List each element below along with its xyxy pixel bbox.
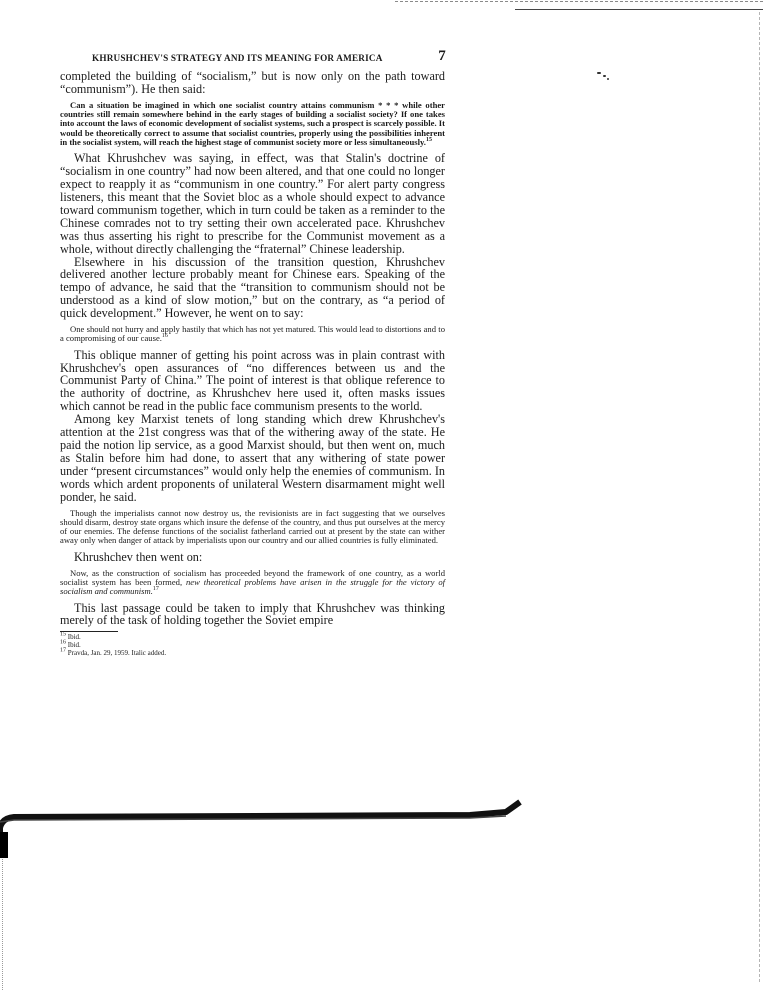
italic-emphasis: new theoretical problems have arisen in the struggle for the victory of socialism and communism. [60,576,445,597]
book-page [60,49,445,657]
footnote-ref: 16 [161,333,168,340]
page-number: 7 [438,48,446,64]
paragraph: This oblique manner of getting his point across was in plain contrast with Khrushchev's open assurances of “no differences between us and the Communist Party of China.” The point of interest is that oblique reference to the authority of doctrine, as Khrushchev here used it, often masks issues which cannot be read in the public face communism presents to the world. [60,347,445,414]
paragraph: Elsewhere in his discussion of the transition question, Khrushchev delivered another lecture probably meant for Chinese ears. Speaking of the tempo of advance, he said that the “transition to communism should not be understood as a kind of slow motion,” but on the contrary, as “a period of quick development.” However, he went on to say: [60,254,445,321]
footnote: $^{16}$ Ibid. [60,639,81,649]
running-head-title: KHRUSHCHEV'S STRATEGY AND ITS MEANING FOR AMERICA [92,53,383,63]
block-quote: One should not hurry and apply hastily that which has not yet matured. This would lead to distortions and to a compromising of our cause.$^{16}$ [60,324,445,344]
block-quote: Can a situation be imagined in which one socialist country attains communism * * * while other countries still remain somewhere behind in the early stages of building a socialist society? If one takes into account the laws of economic development of socialist systems, such a prospect is scarcely possible. It would be theoretically correct to assume that socialist countries, properly using the possibilities inherent in the socialist system, will reach the highest stage of communist society more or less simultaneously.$^{15}$ [60,99,445,147]
footnote-ref: 15 [425,137,432,144]
paragraph: completed the building of “socialism,” but is now only on the path toward “communism”). He then said: [60,69,445,96]
paragraph: What Khrushchev was saying, in effect, was that Stalin's doctrine of “socialism in one country” had now been altered, and that one could no longer expect to reapply it as “communism in one country.” For alert party congress listeners, this meant that the Soviet bloc as a whole should expect to advance toward communism together, which in turn could be taken as a reminder to the Chinese comrades not to try setting their own accelerated pace. Khrushchev was thus asserting his right to prescribe for the Communist movement as a whole, without directly challenging the “fraternal” Chinese leadership. [60,151,445,256]
scan-speck [597,72,601,74]
paragraph: Khrushchev then went on: [74,549,203,564]
page-body [60,70,445,657]
footnote: $^{15}$ Ibid. [60,632,81,642]
paragraph: Among key Marxist tenets of long standing which drew Khrushchev's attention at the 21st congress was that of the withering away of the state. He paid the notion lip service, as a good Marxist should, but then went on, much as Stalin before him had done, to assert that any withering of state power under “present circumstances” would only help the enemies of communism. In words which ardent proponents of unilateral Western disarmament might well ponder, he said. [60,412,445,504]
scan-speck [607,78,609,80]
scan-edge-top-solid [515,9,763,10]
scan-speck [603,75,606,77]
running-head [60,49,445,67]
footnote: $^{17}$ Pravda, Jan. 29, 1959. Italic added. [60,647,167,657]
footnote-ref: 17 [152,586,159,593]
scan-edge-right [759,12,760,982]
block-quote: Now, as the construction of socialism has proceeded beyond the framework of one country, as a world socialist system has been formed, new theoretical problems have arisen in the struggle for the victory of socialism and communism.$^{17}$ [60,567,445,597]
block-quote: Though the imperialists cannot now destroy us, the revisionists are in fact suggesting that we ourselves should disarm, destroy state organs which insure the defense of the country, and thus put ourselves at the mercy of our enemies. The defense functions of the socialist fatherland carried out at present by the state can wither away only when danger of attack by imperialists upon our country and our allied countries is fully eliminated. [60,507,445,546]
scan-edge-top [395,1,763,2]
scan-page-edge [0,808,520,858]
footnotes [60,634,445,657]
paragraph: This last passage could be taken to imply that Khrushchev was thinking merely of the task of holding together the Soviet empire [60,600,445,628]
